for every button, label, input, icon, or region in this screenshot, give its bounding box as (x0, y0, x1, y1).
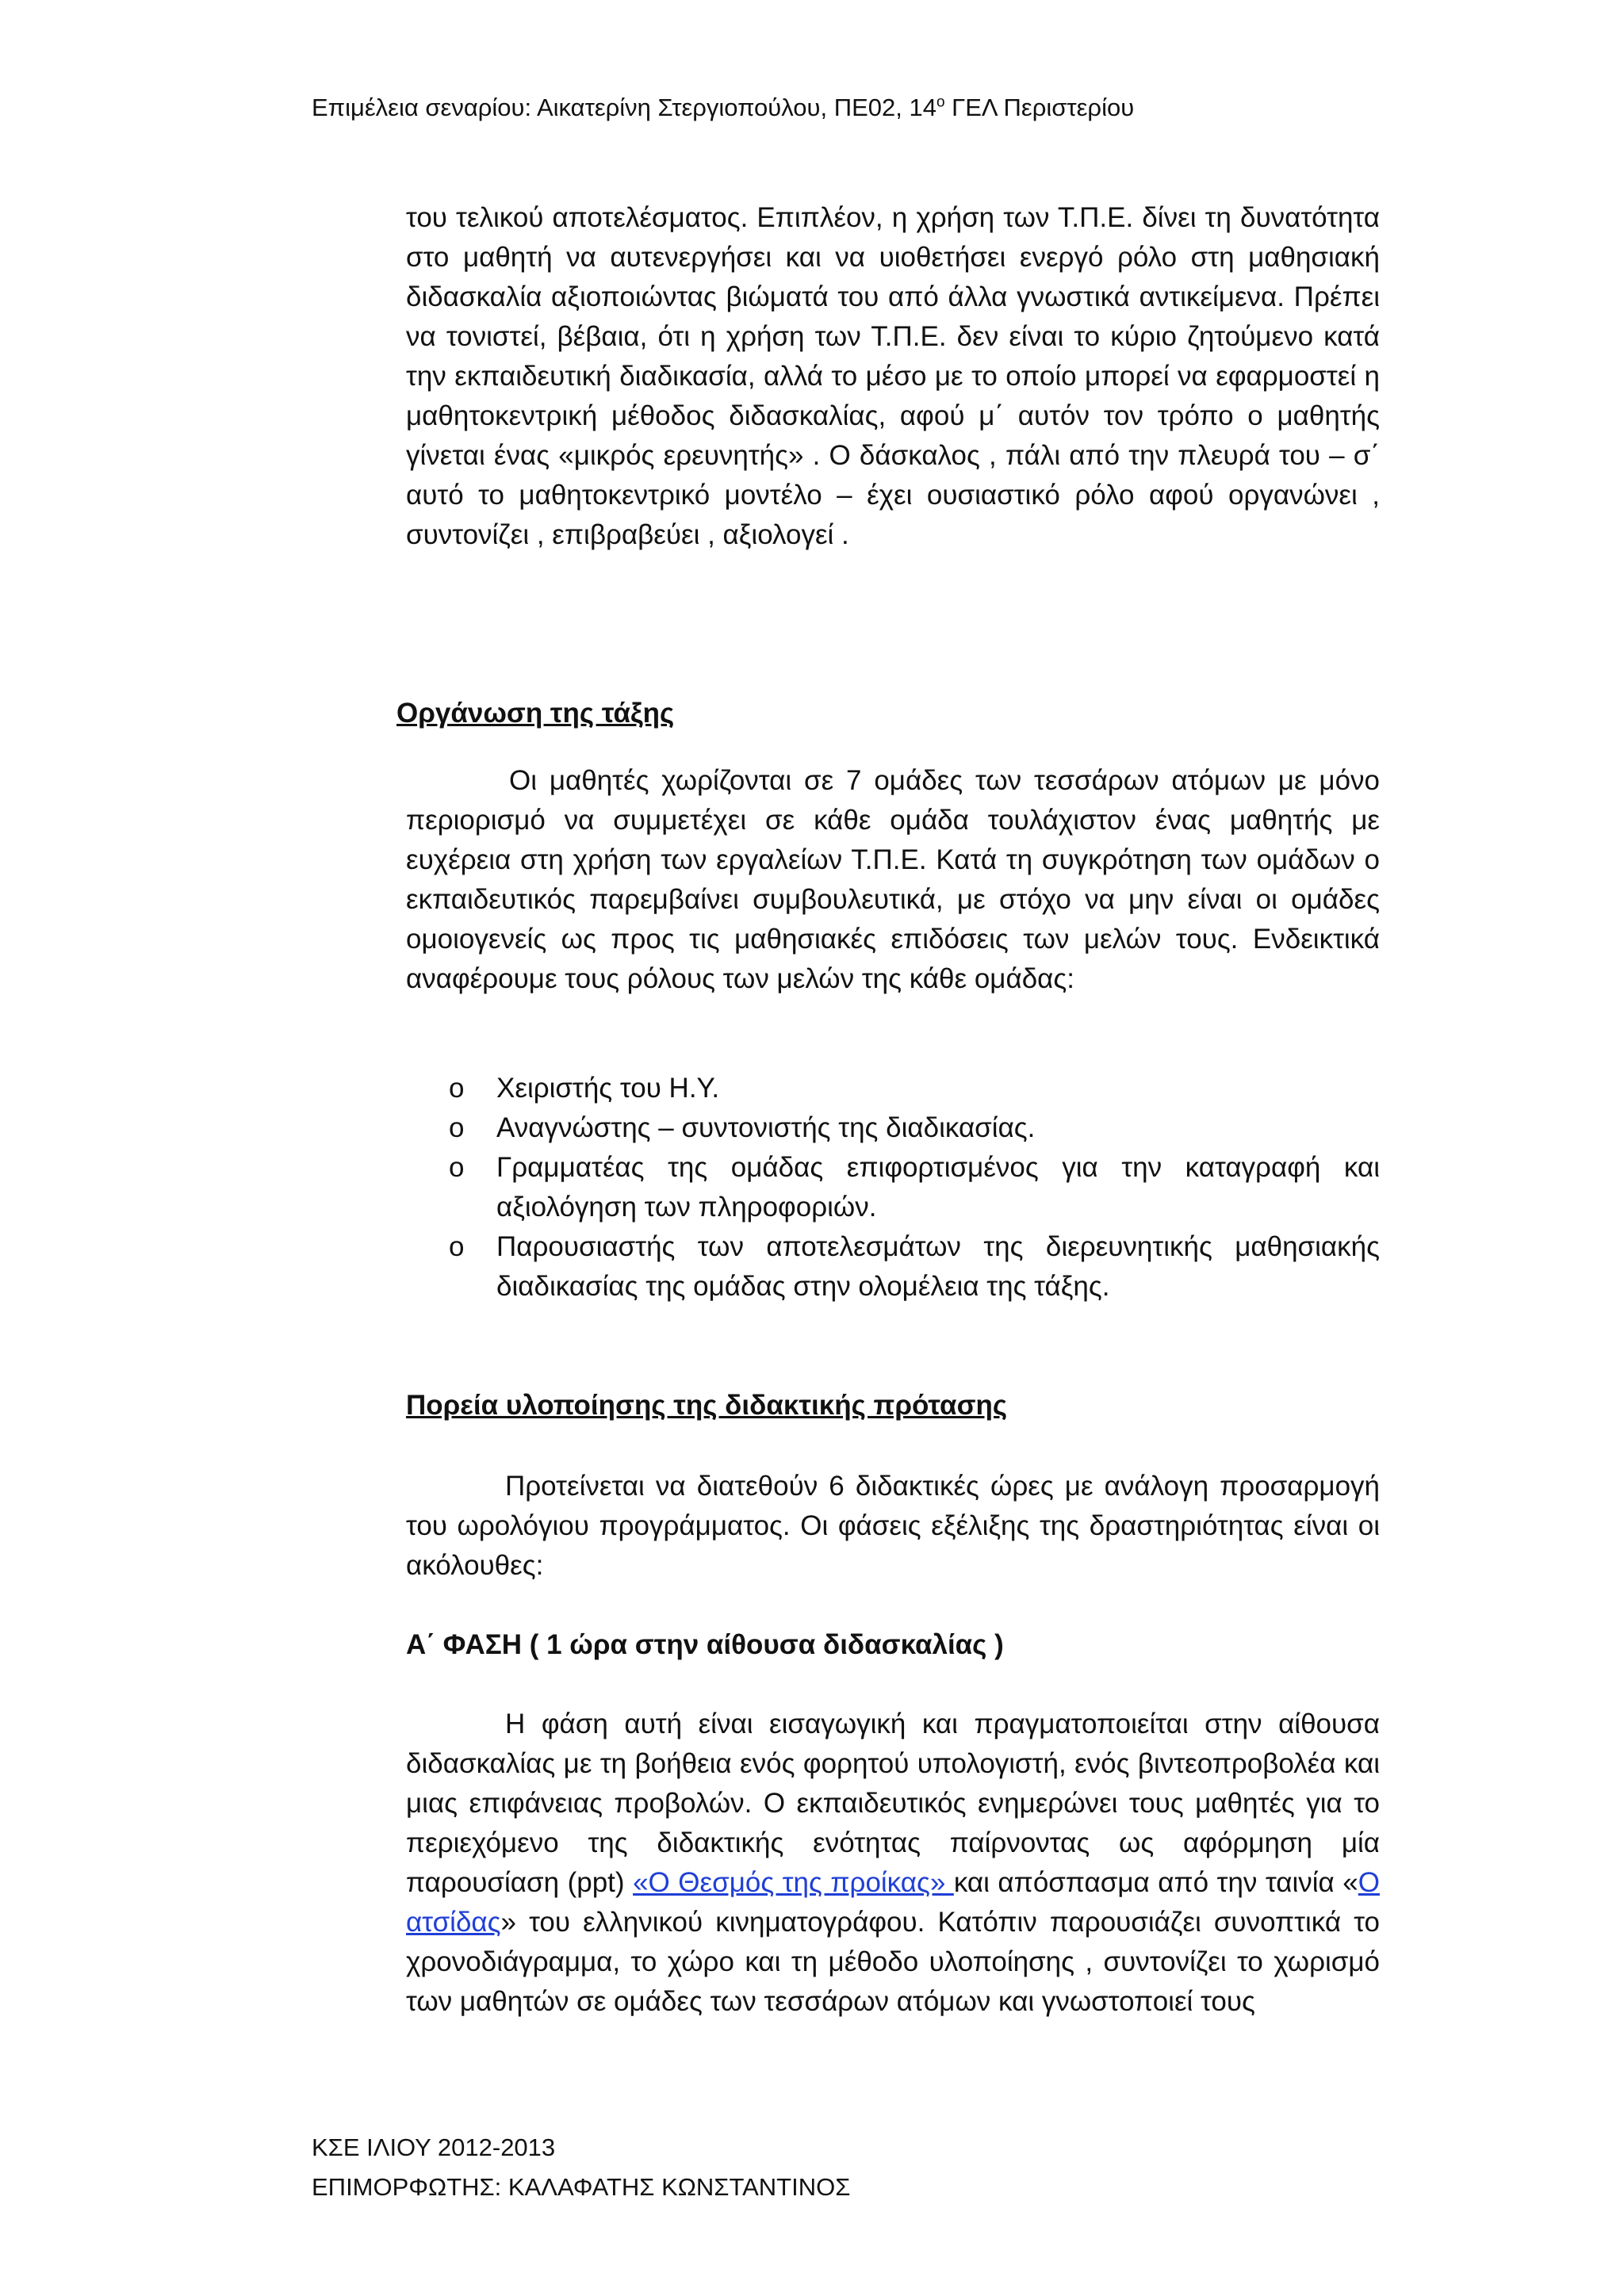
roles-list (406, 1069, 1380, 1307)
page-header (312, 89, 1134, 127)
implementation-paragraph: Προτείνεται να διατεθούν 6 διδακτικές ώρες με ανάλογη προσαρμογή του ωρολόγιου προγράμματος. Οι φάσεις εξέλιξης της δραστηριότητας είναι οι ακόλουθες: (406, 1471, 1380, 1581)
list-item (406, 1108, 1380, 1148)
bullet-icon: o (449, 1152, 465, 1183)
header-superscript: ο (936, 94, 945, 111)
bullet-icon: o (449, 1231, 465, 1262)
role-label: Αναγνώστης – συντονιστής της διαδικασίας. (496, 1112, 1036, 1143)
footer-line-2: ΕΠΙΜΟΡΦΩΤΗΣ: ΚΑΛΑΦΑΤΗΣ ΚΩΝΣΤΑΝΤΙΝΟΣ (312, 2173, 851, 2201)
list-item (406, 1069, 1380, 1108)
role-label: Παρουσιαστής των αποτελεσμάτων της διερευνητικής μαθησιακής διαδικασίας της ομάδας στην ολομέλεια της τάξης. (496, 1231, 1380, 1302)
link-o-atsidas[interactable]: Ο ατσίδας (406, 1867, 1381, 1938)
section-title-implementation: Πορεία υλοποίησης της διδακτικής πρότασης (406, 1390, 1008, 1421)
role-label: Γραμματέας της ομάδας επιφορτισμένος για την καταγραφή και αξιολόγηση των πληροφοριών. (496, 1152, 1380, 1223)
phase-a-paragraph (406, 1705, 1380, 2022)
phase-a-title: Α΄ ΦΑΣΗ ( 1 ώρα στην αίθουσα διδασκαλίας ) (406, 1629, 1004, 1660)
intro-paragraph: του τελικού αποτελέσματος. Επιπλέον, η χρήση των Τ.Π.Ε. δίνει τη δυνατότητα στο μαθητή να αυτενεργήσει και να υιοθετήσει ενεργό ρόλο στη μαθησιακή διδασκαλία αξιοποιώντας βιώματά του από άλλα γνωστικά αντικείμενα. Πρέπει να τονιστεί, βέβαια, ότι η χρήση των Τ.Π.Ε. δεν είναι το κύριο ζητούμενο κατά την εκπαιδευτική διαδικασία, αλλά το μέσο με το οποίο μπορεί να εφαρμοστεί η μαθητοκεντρική μέθοδος διδασκαλίας, αφού μ΄ αυτόν τον τρόπο ο μαθητής γίνεται ένας «μικρός ερευνητής» . Ο δάσκαλος , πάλι από την πλευρά του – σ΄ αυτό το μαθητοκεντρικό μοντέλο – έχει ουσιαστικό ρόλο αφού οργανώνει , συντονίζει , επιβραβεύει , αξιολογεί . (406, 202, 1380, 550)
implementation-block (406, 1467, 1380, 1586)
phase-a-text-1: Η φάση αυτή είναι εισαγωγική και πραγματοποιείται στην αίθουσα διδασκαλίας με τη βοήθεια ενός φορητού υπολογιστή, ενός βιντεοπροβολέα και μιας επιφάνειας προβολών. Ο εκπαιδευτικός ενημερώνει τους μαθητές για το περιεχόμενο της διδακτικής ενότητας παίρνοντας ως αφόρμηση μία παρουσίαση (ppt) (406, 1709, 1380, 1898)
footer-line-1: ΚΣΕ ΙΛΙΟΥ 2012-2013 (312, 2133, 556, 2161)
bullet-icon: o (449, 1112, 465, 1143)
header-text: Επιμέλεια σεναρίου: Αικατερίνη Στεργιοπούλου, ΠΕ02, 14 (312, 94, 936, 121)
phase-a-text-2: και απόσπασμα από την ταινία « (953, 1867, 1358, 1898)
organization-block (406, 761, 1380, 999)
phase-a-text-3: » του ελληνικού κινηματογράφου. Κατόπιν παρουσιάζει συνοπτικά το χρονοδιάγραμμα, το χώρο και τη μέθοδο υλοποίησης , συντονίζει το χωρισμό των μαθητών σε ομάδες των τεσσάρων ατόμων και γνωστοποιεί τους (406, 1907, 1380, 2017)
link-dowry-institution[interactable]: «Ο Θεσμός της προίκας» (633, 1867, 954, 1898)
page-footer (312, 2128, 850, 2207)
header-text-end: ΓΕΛ Περιστερίου (944, 94, 1135, 121)
intro-block (406, 198, 1380, 555)
phase-a-block (406, 1705, 1380, 2022)
list-item (406, 1227, 1380, 1307)
list-item (406, 1148, 1380, 1227)
section-title-organization: Οργάνωση της τάξης (396, 698, 675, 729)
bullet-icon: o (449, 1073, 465, 1104)
organization-paragraph: Οι μαθητές χωρίζονται σε 7 ομάδες των τεσσάρων ατόμων με μόνο περιορισμό να συμμετέχει σε κάθε ομάδα τουλάχιστον ένας μαθητής με ευχέρεια στη χρήση των εργαλείων Τ.Π.Ε. Κατά τη συγκρότηση των ομάδων ο εκπαιδευτικός παρεμβαίνει συμβουλευτικά, με στόχο να μην είναι οι ομάδες ομοιογενείς ως προς τις μαθησιακές επιδόσεις των μελών τους. Ενδεικτικά αναφέρουμε τους ρόλους των μελών της κάθε ομάδας: (406, 765, 1380, 994)
role-label: Χειριστής του Η.Υ. (496, 1073, 720, 1104)
